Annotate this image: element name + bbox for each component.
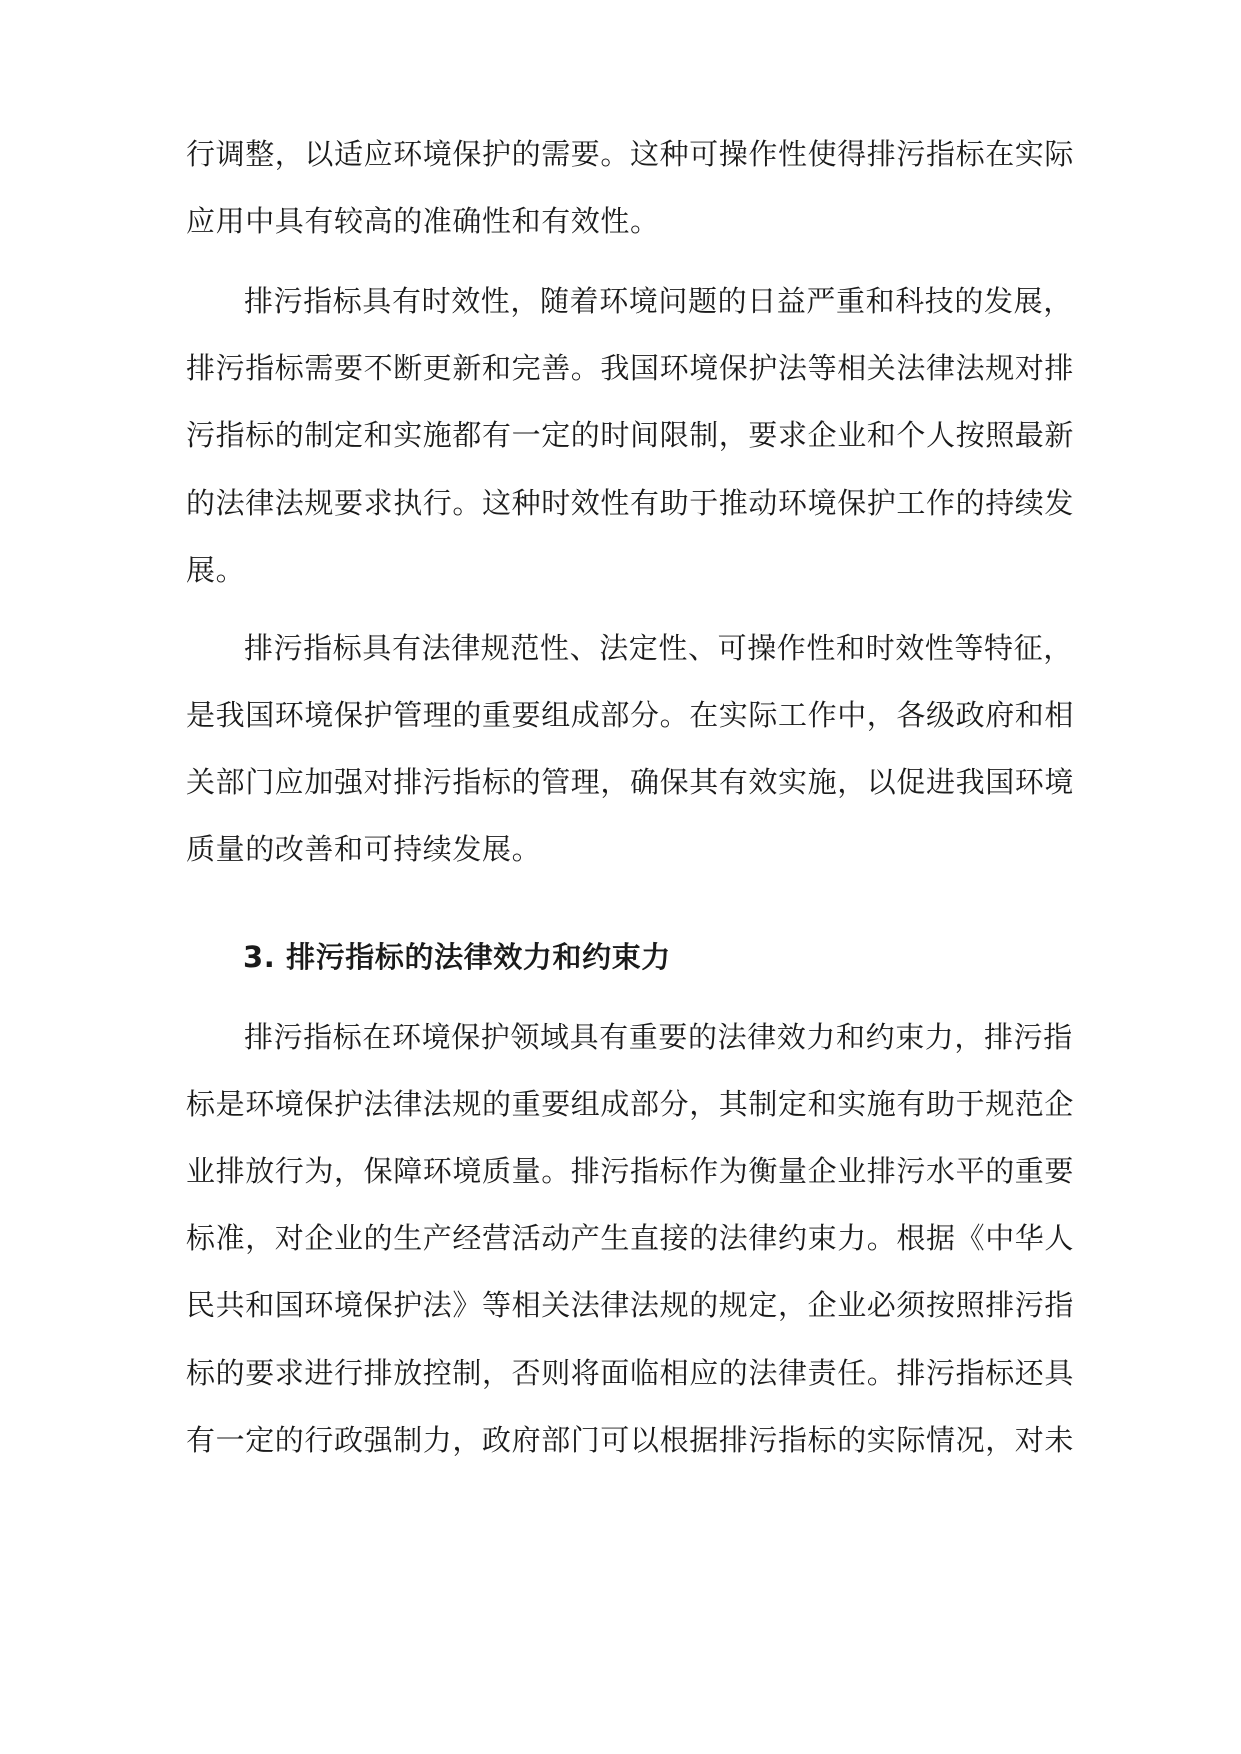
section-paragraph-line-3: 业排放行为，保障环境质量。排污指标作为衡量企业排污水平的重要 xyxy=(186,1154,1075,1188)
section-paragraph-line-2: 标是环境保护法律法规的重要组成部分，其制定和实施有助于规范企 xyxy=(186,1087,1075,1121)
paragraph-2-line-5: 展。 xyxy=(186,553,246,587)
paragraph-1-line-1: 行调整，以适应环境保护的需要。这种可操作性使得排污指标在实际 xyxy=(186,137,1075,171)
section-paragraph-line-4: 标准，对企业的生产经营活动产生直接的法律约束力。根据《中华人 xyxy=(186,1221,1075,1255)
paragraph-2-line-1: 排污指标具有时效性，随着环境问题的日益严重和科技的发展， xyxy=(244,284,1073,318)
paragraph-2-line-2: 排污指标需要不断更新和完善。我国环境保护法等相关法律法规对排 xyxy=(186,351,1075,385)
paragraph-2-line-3: 污指标的制定和实施都有一定的时间限制，要求企业和个人按照最新 xyxy=(186,418,1075,452)
paragraph-1-line-2: 应用中具有较高的准确性和有效性。 xyxy=(186,204,660,238)
paragraph-2-line-4: 的法律法规要求执行。这种时效性有助于推动环境保护工作的持续发 xyxy=(186,486,1075,520)
paragraph-3-line-1: 排污指标具有法律规范性、法定性、可操作性和时效性等特征， xyxy=(244,631,1073,665)
section-paragraph-line-7: 有一定的行政强制力，政府部门可以根据排污指标的实际情况，对未 xyxy=(186,1423,1075,1457)
paragraph-3-line-2: 是我国环境保护管理的重要组成部分。在实际工作中，各级政府和相 xyxy=(186,698,1075,732)
section-heading: 3. 排污指标的法律效力和约束力 xyxy=(243,940,671,974)
section-paragraph-line-1: 排污指标在环境保护领域具有重要的法律效力和约束力，排污指 xyxy=(244,1020,1073,1054)
paragraph-3-line-3: 关部门应加强对排污指标的管理，确保其有效实施，以促进我国环境 xyxy=(186,765,1075,799)
section-paragraph-line-6: 标的要求进行排放控制，否则将面临相应的法律责任。排污指标还具 xyxy=(186,1356,1075,1390)
section-paragraph-line-5: 民共和国环境保护法》等相关法律法规的规定，企业必须按照排污指 xyxy=(186,1288,1075,1322)
paragraph-3-line-4: 质量的改善和可持续发展。 xyxy=(186,832,542,866)
